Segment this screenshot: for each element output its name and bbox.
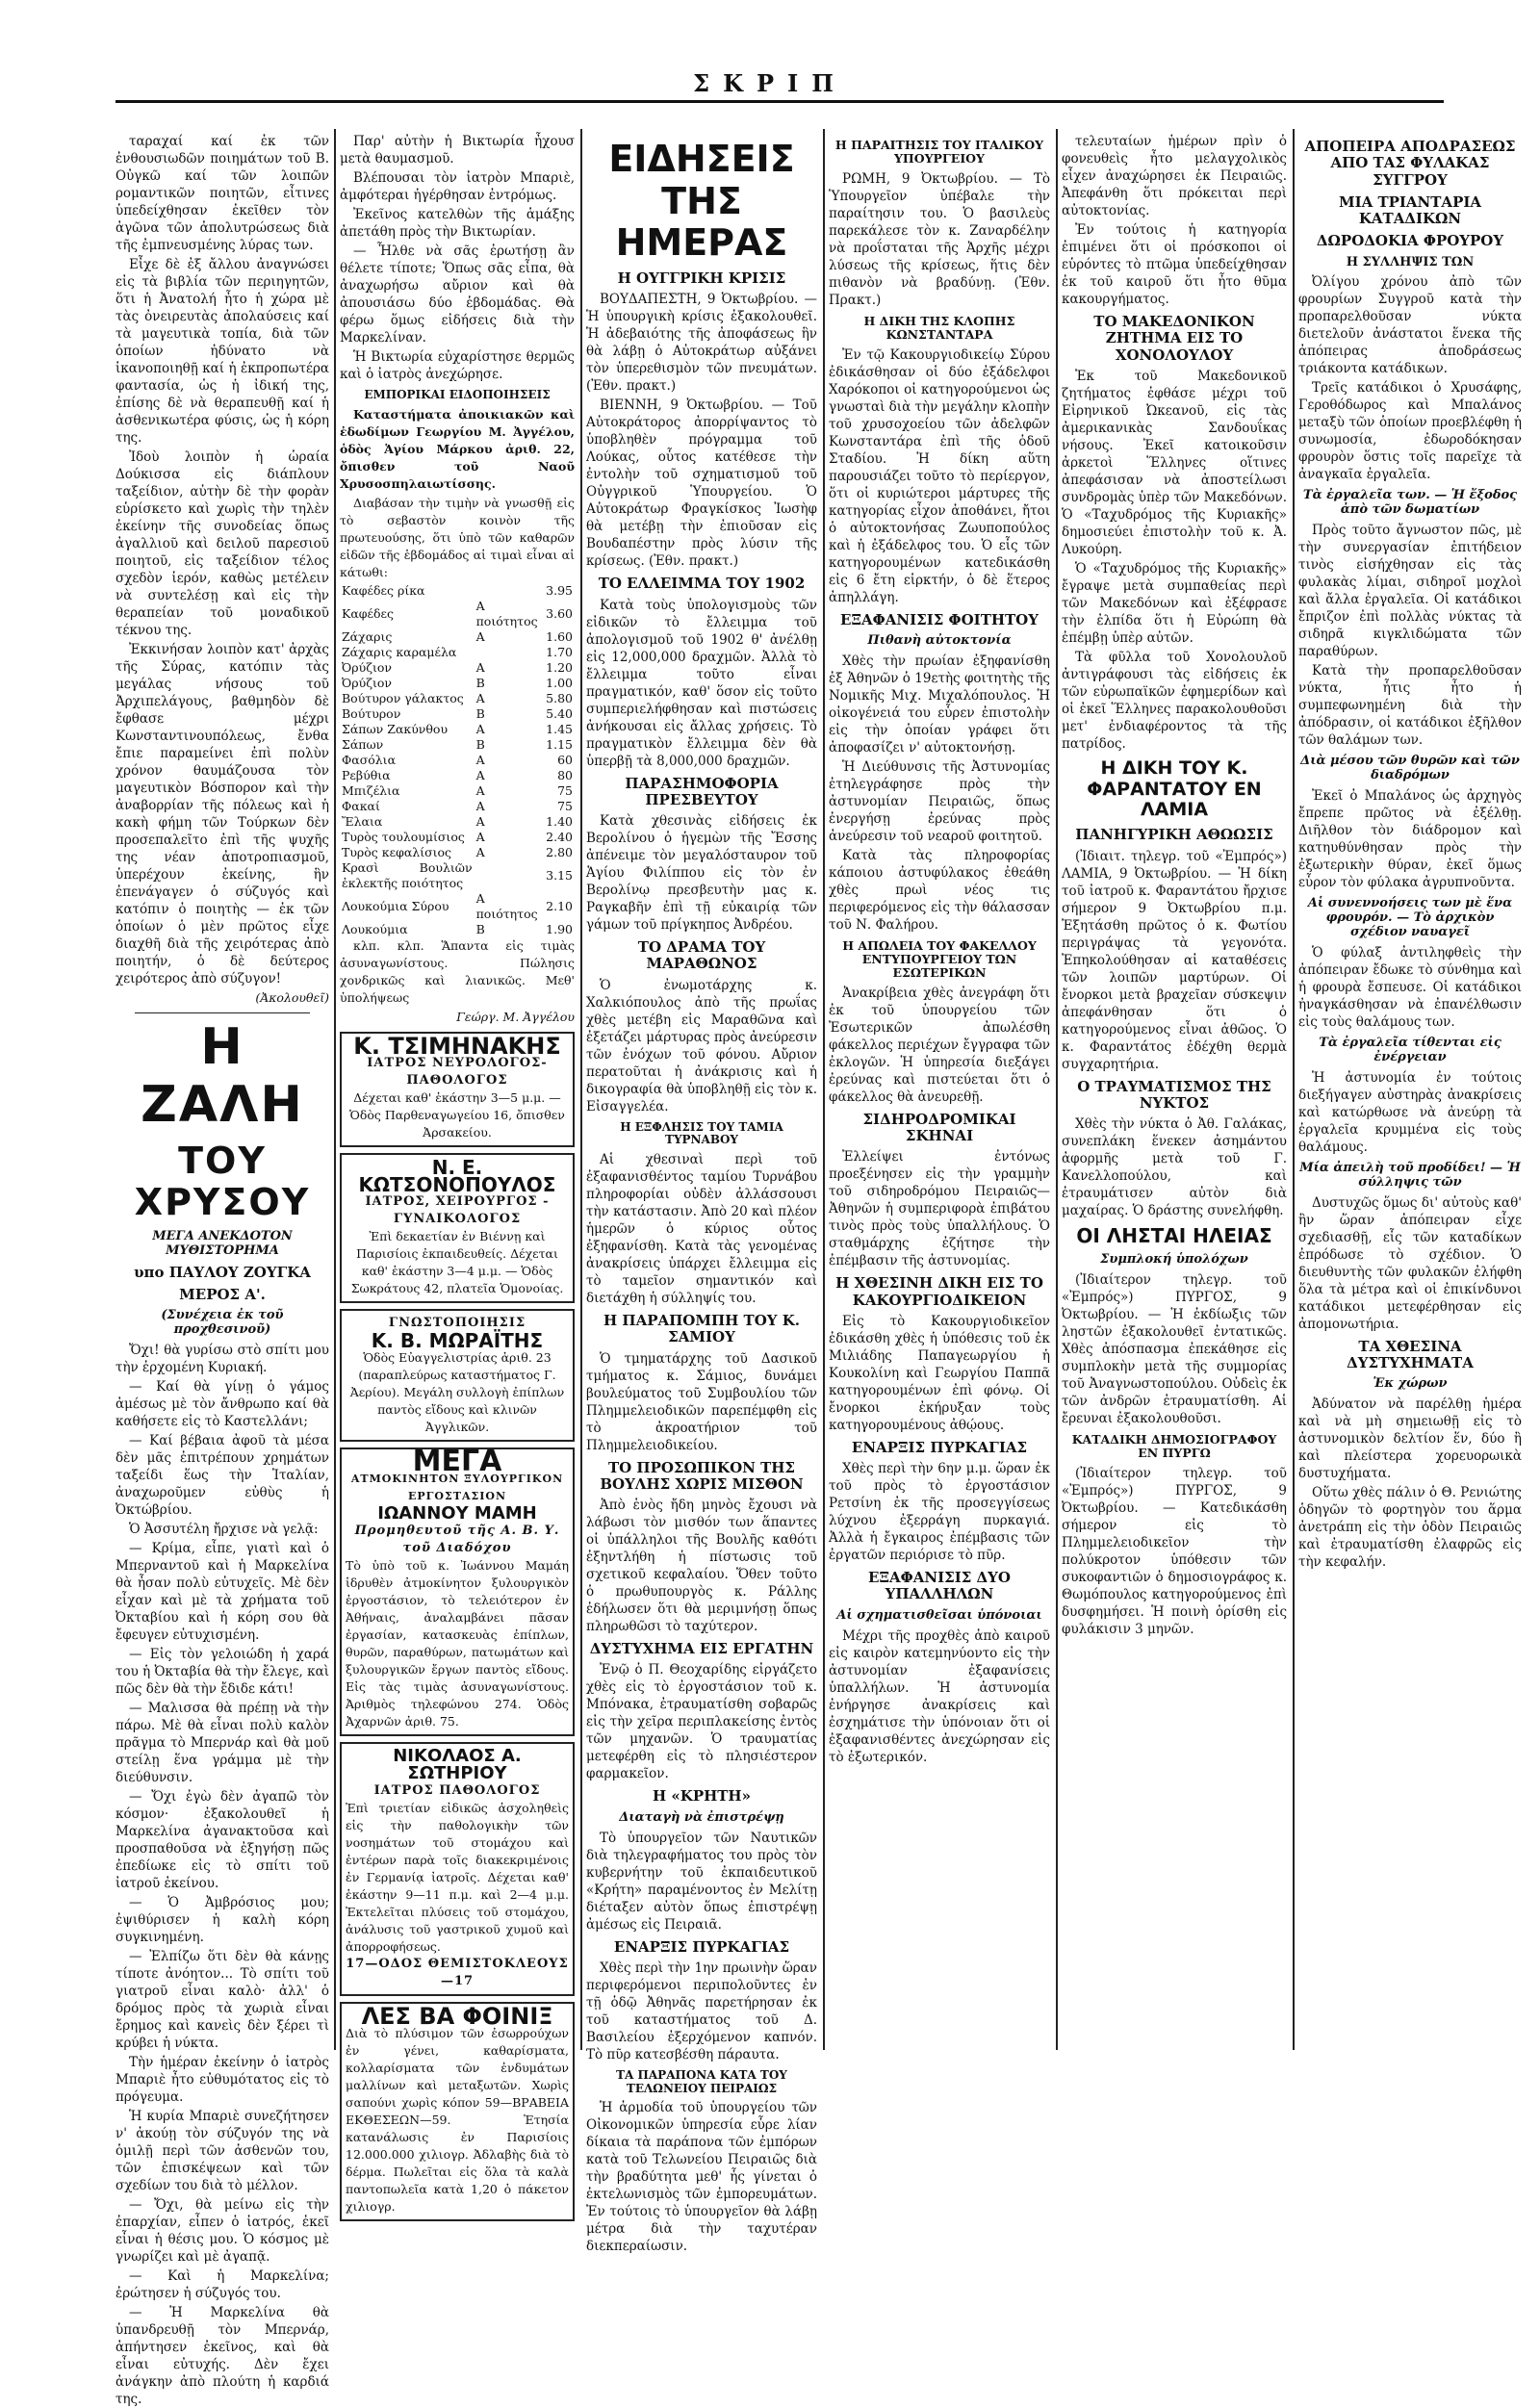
price-value: 1.45 (546, 721, 573, 736)
subheadline: Ἐκ χώρων (1373, 1376, 1448, 1392)
column-news-3 (1062, 133, 1287, 2046)
price-grade: Α (475, 659, 485, 675)
price-row (340, 768, 575, 783)
headline: ΤΟ ΠΡΟΣΩΠΙΚΟΝ ΤΗΣ ΒΟΥΛΗΣ ΧΩΡΙΣ ΜΙΣΘΟΝ (600, 1458, 804, 1493)
paragraph: — Ὄχι, θὰ μείνω εἰς τὴν ἐπαρχίαν, εἶπεν ὁ ἰατρός, ἐκεῖ εἶναι ἡ θέσις μου. Ὁ κόσμος μὲ γνωρίζει καὶ μὲ ἀγαπᾷ. (116, 2197, 329, 2266)
article-text: Δυστυχῶς ὅμως δι' αὐτοὺς καθ' ἣν ὥραν ἀπόπειραν εἶχε σχεδιασθῇ, εἷς τῶν καταδίκων ἐπρόδωσε τὸ σχέδιον. Ὁ διευθυντὴς τῶν φυλακῶν ἐλήφθη ὅλα τὰ μέτρα καὶ οἱ ἐπικίνδυνοι κατάδικοι μετεφέρθησαν εἰς ἀπομονωτήρια. (1298, 1194, 1522, 1332)
article-text: Ὀλίγου χρόνου ἀπὸ τῶν φρουρίων Συγγροῦ κατὰ τὴν προπαρελθοῦσαν νύκτα διετελοῦν ἀνάστατοι ἕνεκα τῆς ἀπόπειρας ἀποδράσεως τριάκοντα κατάδικων. (1298, 274, 1522, 377)
paragraph: Ἐκεῖνος κατελθὼν τῆς ἁμάξης ἀπετάθη πρὸς τὴν Βικτωρίαν. (340, 207, 575, 240)
continued-note: (Ἀκολουθεῖ) (255, 990, 329, 1005)
price-grade (475, 645, 545, 660)
ad-title: ΛΕΣ ΒΑ ΦΟΙΝΙΞ (361, 2002, 553, 2030)
article-text: Τρεῖς κατάδικοι ὁ Χρυσάφης, Γεροθόδωρος καὶ Μπαλάνος μεταξὺ τῶν ὁποίων προεβλέφθη ἡ συνωμοσία, ἐδωροδόκησαν φρουρὸν ὅστις τοῖς παρεῖχε τὰ ἀναγκαῖα ἐργαλεῖα. (1298, 380, 1522, 483)
paragraph: — Ἦλθε νὰ σᾶς ἐρωτήσῃ ἂν θέλετε τίποτε; Ὅπως σᾶς εἶπα, θὰ ἀναχωρήσω αὔριον καὶ θὰ ἀπουσιάσω δύο ἑβδομάδας. Θὰ φέρω ὅμως εἰδήσεις διὰ τὴν Μαρκελίναν. (340, 243, 575, 346)
ad-text: Ἐπὶ δεκαετίαν ἐν Βιέννῃ καὶ Παρισίοις ἐκπαιδευθείς. Δέχεται καθ' ἑκάστην 3—4 μ.μ. — Ὁδὸς Σωκράτους 42, πλατεῖα Ὁμονοίας. (350, 1228, 564, 1295)
price-grade: Α ποιότητος (475, 598, 538, 628)
subheadline: Διὰ μέσου τῶν θυρῶν καὶ τῶν διαδρόμων (1300, 754, 1520, 783)
headline: Η ΔΙΚΗ ΤΗΣ ΚΛΟΠΗΣ ΚΩΝΣΤΑΝΤΑΡΑ (863, 313, 1015, 343)
price-row (340, 645, 575, 660)
price-row (340, 783, 575, 799)
article-text: ΒΟΥΔΑΠΕΣΤΗ, 9 Ὀκτωβρίου. — Ἡ ὑπουργικὴ κρίσις ἐξακολουθεῖ. Ἡ ἀδεβαιότης τῆς ἀποφάσεως ἣν θὰ λάβῃ ὁ Αὐτοκράτωρ αὐξάνει τὸν ὑπερεθισμὸν τῶν πνευμάτων. (Ἐθν. πρακτ.) (586, 292, 817, 395)
price-item: Ζάχαρις (342, 628, 393, 644)
headline: Η «ΚΡΗΤΗ» (653, 1787, 751, 1806)
paragraph: ταραχαί καί ἐκ τῶν ἐνθουσιωδῶν ποιημάτων τοῦ Β. Οὐγκῶ καί τῶν λοιπῶν ρομαντικῶν ποιητῶν, εἶτινες ὑπεδείχθησαν ἐκεῖθεν τὸν ἀγῶνα τῶν ἀπολυτρώσεως διὰ τῆς ἐμπνευσμένης λύρας των. (116, 134, 329, 253)
article-text: (Ἰδιαίτερον τηλεγρ. τοῦ «Ἐμπρός») ΠΥΡΓΟΣ, 9 Ὀκτωβρίου. — Κατεδικάσθη σήμερον εἰς τὸ Πλημμελειοδικεῖον τὴν πολύκροτον ὑπόθεσιν τῶν συκοφαντιῶν ὁ δημοσιογράφος κ. Θωμόπουλος κατηγορούμενος ἐπὶ δυσφημήσει. Ἡ ποινὴ ὁρίσθη εἰς φυλάκισιν 3 μηνῶν. (1062, 1465, 1287, 1637)
serial-continuation: (Συνέχεια ἐκ τοῦ προχθεσινοῦ) (161, 1308, 284, 1338)
price-item: Λουκούμια (342, 921, 408, 936)
ad-text: Ἐπὶ τριετίαν εἰδικῶς ἀσχοληθεὶς εἰς τὴν παθολογικὴν τῶν νοσημάτων τοῦ στομάχου καὶ ἐντέρων παρὰ τοῖς διακεκριμένοις ἐν Γερμανίᾳ ἰατροῖς. Δέχεται καθ' ἑκάστην 9—11 π.μ. καὶ 2—4 μ.μ. Ἐκτελεῖται πλύσεις τοῦ στομάχου, ἀνάλυσις τοῦ γαστρικοῦ χυμοῦ καὶ ἀπορροφήσεως. (346, 1800, 569, 1954)
article-text: Ἐκεῖ ὁ Μπαλάνος ὡς ἀρχηγὸς ἔπρεπε πρῶτος νὰ ἐξέλθῃ. Διῆλθον τὸν διάδρομον καὶ κατηυθύνθησαν πρὸς τὴν ἐξωτερικὴν θύραν, ἐκεῖ ὅμως εὗρον τὸν φύλακα ἀγρυπνοῦντα. (1298, 788, 1522, 891)
ad-title: Ν. Ε. ΚΩΤΣΟΝΟΠΟΥΛΟΣ (358, 1155, 556, 1196)
price-value: 1.00 (546, 675, 573, 690)
subheadline: Η ΣΥΛΛΗΨΙΣ ΤΩΝ (1346, 254, 1475, 269)
price-value: 75 (557, 798, 573, 813)
subheadline: Τὰ ἐργαλεῖα τίθενται εἰς ἐνέργειαν (1319, 1036, 1502, 1064)
headline: ΤΑ ΧΘΕΣΙΝΑ ΔΥΣΤΥΧΗΜΑΤΑ (1347, 1337, 1474, 1371)
price-value: 5.40 (546, 705, 573, 721)
article-text: Εἰς τὸ Κακουργιοδικεῖον ἐδικάσθη χθὲς ἡ ὑπόθεσις τοῦ ἐκ Μιλιάδης Παπαγεωργίου ἡ Κουκολίνη καὶ Γεωργίου Παππᾶ κατηγορουμένων ἐπὶ φόνῳ. Οἱ ἔνορκοι ἐκήρυξαν τοὺς κατηγορουμένους ἀθῴους. (829, 1313, 1050, 1433)
column-separator (823, 129, 825, 2050)
price-item: Καφέδες (342, 605, 395, 621)
price-row (340, 706, 575, 722)
price-grade: Α ποιότητος (475, 890, 538, 921)
article-text: Κατὰ τοὺς ὑπολογισμοὺς τῶν εἰδικῶν τὸ ἔλλειμμα τοῦ ἀπολογισμοῦ τοῦ 1902 θ' ἀνέλθῃ εἰς 12,000,000 δραχμῶν. Ἀλλὰ τὸ ἔλλειμμα τοῦτο εἶναι πραγματικόν, καθ' ὅσον εἰς τοῦτο συμπεριελήφθησαν καὶ πιστώσεις ἀνήκουσαι εἰς ἄλλας χρήσεις. Τὸ πραγματικὸν ἔλλειμμα δὲν θὰ ὑπερβῇ τὰ 8,000,000 δραχμῶν. (586, 597, 817, 769)
ad-text: Διὰ τὸ πλύσιμον τῶν ἐσωρρούχων ἐν γένει, καθαρίσματα, κολλαρίσματα τῶν ἐνδυμάτων μαλλίνων καὶ μεταξωτῶν. Χωρὶς σαπούνι χωρὶς κόπον 59—ΒΡΑΒΕΙΑ ΕΚΘΕΣΕΩΝ—59. Ἐτησία κατανάλωσις ἐν Παρισίοις 12.000.000 χιλιογρ. Ἀδλαβὴς διὰ τὸ δέρμα. Πωλεῖται εἰς ὅλα τὰ καλὰ παντοπωλεῖα κατὰ 1,20 ὁ πάκετον χιλιογρ. (346, 2025, 569, 2214)
price-row (340, 753, 575, 768)
article-text: Πρὸς τοῦτο ἄγνωστον πῶς, μὲ τὴν συνεργασίαν ἐπιτήδειον τινὸς εἰσήχθησαν εἰς τὰς φυλακὰς λίμαι, σιδηροῖ μοχλοὶ καὶ ἄλλα ἐργαλεῖα. Οἱ κατάδικοι ἔπριζον ἐπὶ πολλὰς νύκτας τὰ σιδηρᾶ κιγκλιδώματα τῶν παραθύρων. (1298, 523, 1522, 660)
column-separator (1293, 129, 1295, 2050)
article-text: Ὁ τμηματάρχης τοῦ Δασικοῦ τμήματος κ. Σάμιος, δυνάμει βουλεύματος τοῦ Συμβουλίου τῶν Πλημμελειοδικῶν παρεπέμφθη εἰς τὸ ἀκροατήριον τοῦ Πλημμελειοδικείου. (586, 1350, 817, 1453)
price-row (340, 737, 575, 753)
ad-subtitle: ΙΑΤΡΟΣ ΠΑΘΟΛΟΓΟΣ (373, 1782, 541, 1798)
price-item: Βούτυρον γάλακτος (342, 690, 464, 705)
price-value: 3.60 (546, 605, 573, 621)
price-row (340, 830, 575, 845)
article-text: Τὰ φῦλλα τοῦ Χονολουλοῦ ἀντιγράφουσι τὰς εἰδήσεις ἐκ τῶν εὐρωπαϊκῶν ἐφημερίδων καὶ οἱ ἐκεῖ Ἕλληνες παρακολουθοῦσι μετ' ἐνδιαφέροντος τὰ τῆς πατρίδος. (1062, 649, 1287, 752)
price-row (340, 922, 575, 937)
price-item: Φασόλια (342, 752, 397, 767)
price-item: Ρεβύθια (342, 767, 391, 782)
ad-phoenix (340, 2002, 575, 2221)
paragraph: — Ἡ Μαρκελίνα θὰ ὑπανδρευθῇ τὸν Μπερνάρ, ἀπήντησεν ἐκεῖνος, καὶ θὰ εἶναι εὐτυχής. Δὲν ἔχει ἀνάγκην ἀπὸ πλούτη ἡ καρδιά της. (116, 2305, 329, 2408)
article-text: Χθὲς περὶ τὴν 6ην μ.μ. ὥραν ἐκ τοῦ πρὸς τὸ ἐργοστάσιον Ρετσίνη ἐκ τῆς προσεγγίσεως λύχνου ἐξερράγη πυρκαγιά. Ἀλλὰ ἡ ἔγκαιρος ἐπέμβασις τῶν ἐργατῶν περιόρισε τὸ πῦρ. (829, 1461, 1050, 1564)
price-grade (475, 860, 545, 891)
ad-sotiriou (340, 1742, 575, 1996)
paragraph: Ὄχι! θὰ γυρίσω στὸ σπίτι μου τὴν ἐρχομένη Κυριακή. (116, 1343, 329, 1376)
price-grade: Β (475, 675, 485, 690)
headline: Η ΕΞΦΛΗΣΙΣ ΤΟΥ ΤΑΜΙΑ ΤΥΡΝΑΒΟΥ (620, 1119, 783, 1147)
headline: ΚΑΤΑΔΙΚΗ ΔΗΜΟΣΙΟΓΡΑΦΟΥ ΕΝ ΠΥΡΓΩ (1071, 1431, 1277, 1461)
ad-tsimhnakis (340, 1032, 575, 1147)
ad-mamis-factory (340, 1444, 575, 1736)
price-item: Μπιζέλια (342, 782, 400, 798)
headline: ΕΝΑΡΞΙΣ ΠΥΡΚΑΓΙΑΣ (851, 1438, 1028, 1456)
price-row (340, 691, 575, 706)
price-item: Τυρὸς κεφαλίσιος (342, 844, 452, 859)
serial-part: ΜΕΡΟΣ Α'. (179, 1286, 266, 1304)
price-value: 60 (557, 752, 573, 767)
article-text: ΡΩΜΗ, 9 Ὀκτωβρίου. — Τὸ Ὑπουργεῖον ὑπέβαλε τὴν παραίτησιν του. Ὁ βασιλεὺς παρεκάλεσε τὸν κ. Ζαναρδέλην νὰ προΐσταται τῆς Ἀρχῆς μέχρι λύσεως τῆς κρίσεως, ἥτις δὲν πιθανὸν νὰ βραδύνῃ. (Ἐθν. Πρακτ.) (829, 170, 1050, 308)
article-text: Ἐν τῷ Κακουργιοδικείῳ Σύρου ἐδικάσθησαν οἱ δύο ἐξάδελφοι Χαρόκοποι οἱ κατηγορούμενοι ὡς γνωσταὶ διὰ τὴν μεγάλην κλοπὴν τοῦ χρυσοχοείου τῶν ἀδελφῶν Κωνσταντάρα ἐπὶ τῆς ὁδοῦ Σταδίου. Ἡ δίκη αὕτη παρουσιάζει τοῦτο τὸ περίεργον, ὅτι οἱ κυριώτεροι μάρτυρες τῆς κατηγορίας εἶχον ἀποθάνει, ἤτοι ὁ αὐτοκτονήσας Ζωυποπούλος καὶ ἡ ἐξάδελφος του. Ὁ εἷς τῶν κατηγορουμένων κατεδικάσθη εἰς 6 ἔτη εἱρκτήν, ὁ δὲ ἕτερος ἀπηλλάγη. (829, 346, 1050, 605)
masthead-rule (116, 100, 1444, 103)
serial-subtitle: ΜΕΓΑ ΑΝΕΚΔΟΤΟΝ ΜΥΘΙΣΤΟΡΗΜΑ (152, 1228, 293, 1258)
article-text: Χθὲς περὶ τὴν 1ην πρωινὴν ὥραν περιφερόμενοι περιπολοῦντες ἐν τῇ ὁδῷ Ἀθηνᾶς παρετήρησαν ἐκ τοῦ καταστήματος τοῦ Δ. Βασιλείου ἐξερχόμενον καπνόν. Τὸ πῦρ κατεσβέσθη πάραυτα. (586, 1960, 817, 2062)
price-grade: Α (475, 844, 485, 859)
paragraph: — Ὁ Ἀμβρόσιος μου; ἐψιθύρισεν ἡ καλὴ κόρη συγκινημένη. (116, 1895, 329, 1946)
paragraph: Βλέπουσαι τὸν ἰατρὸν Μπαριὲ, ἀμφότεραι ἠγέρθησαν ἐντρόμως. (340, 170, 575, 203)
article-text: Ἡ Διεύθυνσις τῆς Ἀστυνομίας ἐτηλεγράφησε πρὸς τὴν ἀστυνομίαν Πειραιῶς, ὅπως ἐνεργήσῃ ἐρεύνας πρὸς ἀνεύρεσιν τοῦ νεαροῦ φοιτητοῦ. (829, 758, 1050, 844)
ad-kotsonopoulos (340, 1153, 575, 1303)
column-feuilleton (116, 133, 329, 2408)
ad-title: Κ. ΤΣΙΜΗΝΑΚΗΣ (353, 1032, 561, 1060)
subheadline: ΜΙΑ ΤΡΙΑΝΤΑΡΙΑ ΚΑΤΑΔΙΚΩΝ (1338, 192, 1482, 227)
headline: Ο ΤΡΑΥΜΑΤΙΣΜΟΣ ΤΗΣ ΝΥΚΤΟΣ (1077, 1077, 1271, 1112)
price-row (340, 814, 575, 830)
headline: Η ΑΠΩΛΕΙΑ ΤΟΥ ΦΑΚΕΛΛΟΥ ΕΝΤΥΠΟΥΡΓΕΙΟΥ ΤΩΝ ΕΣΩΤΕΡΙΚΩΝ (842, 937, 1037, 981)
article-text: Ὁ ἐνωμοτάρχης κ. Χαλκιόπουλος ἀπὸ τῆς πρωΐας χθὲς μετέβη εἰς Μαραθῶνα καὶ ἐξετάζει μάρτυρας πρὸς ἀνεύρεσιν τῶν ἐνόχων τοῦ φόνου. Αὔριον περατοῦται ἡ ἀνάκρισις καὶ ἡ δικογραφία θὰ ὑποβληθῇ εἰς τὸν κ. Εἰσαγγελέα. (586, 977, 817, 1114)
price-item: Ἔλαια (342, 813, 383, 829)
price-value: 1.40 (546, 813, 573, 829)
paragraph: Ὁ Ἀσσυτέλη ἤρχισε νὰ γελᾷ: (129, 1522, 319, 1538)
price-row (340, 845, 575, 860)
paragraph: — Μαλισσα θὰ πρέπῃ νὰ τὴν πάρω. Μὲ θὰ εἶναι πολὺ καλὸν πρᾶγμα τὸ Μπερνάρ καὶ θὰ μοῦ στείλῃ ἕνα γράμμα μὲ τὴν διεύθυνσιν. (116, 1701, 329, 1786)
paragraph: Ἡ κυρία Μπαριὲ συνεζήτησεν ν' ἀκούῃ τὸν σύζυγόν της νὰ ὁμιλῇ περὶ τῶν ἀσθενῶν του, τῶν ἐπισκέψεων καὶ τῶν σχεδίων του διὰ τὸ μέλλον. (116, 2109, 329, 2194)
paragraph: — Ἐλπίζω ὅτι δὲν θὰ κάνῃς τίποτε ἀνόητον... Τὸ σπίτι τοῦ γιατροῦ εἶναι καλὸ· ἀλλ' ὁ δρόμος πρὸς τὰ χωριὰ εἶναι ἔρημος καὶ κανεὶς δὲν ξέρει τὶ κρύβει ἡ νύκτα. (116, 1949, 329, 2052)
article-text: Μέχρι τῆς προχθὲς ἀπὸ καιροῦ εἰς καιρὸν κατεμηνύοντο εἰς τὴν ἀστυνομίαν ἐξαφανίσεις ὑπαλλήλων. Ἡ ἀστυνομία ἐνήργησε ἀνακρίσεις καὶ ἐσχημάτισε τὴν ὑπόνοιαν ὅτι οἱ ἐξαφανισθέντες ἀνεχώρησαν εἰς τὸ ἐξωτερικόν. (829, 1627, 1050, 1765)
subheadline: Συμπλοκή ὑπολόχων (1100, 1252, 1248, 1268)
price-item: Καφέδες ρίκα (342, 582, 425, 598)
price-row (340, 660, 575, 676)
ad-title: Κ. Β. ΜΩΡΑΪΤΗΣ (371, 1328, 544, 1352)
market-text: Διαβάσαν τὴν τιμὴν νὰ γνωσθῇ εἰς τὸ σεβαστὸν κοινὸν τῆς πρωτευούσης, ὅτι ὑπὸ τῶν καθαρῶν εἰδῶν τῆς ἑβδομάδος αἱ τιμαὶ εἶναι αἱ κάτωθι: (340, 495, 575, 579)
article-text: Ἐκ τοῦ Μακεδονικοῦ ζητήματος ἐφθάσε μέχρι τοῦ Εἰρηνικοῦ Ὠκεανοῦ, εἰς τὰς ἀμερικανικὰς Σανδουΐκας νήσους. Ἐκεῖ κατοικοῦσιν ἀρκετοὶ Ἕλληνες οἵτινες ἀπεφάσισαν νὰ ἀποστείλωσι συνδρομὰς ὑπὲρ τῶν Μακεδόνων. Ὁ «Ταχυδρόμος τῆς Κυριακῆς» δημοσιεύει ἐπιστολὴν τοῦ κ. Ἀ. Λυκούρη. (1062, 368, 1287, 557)
price-value: 5.80 (546, 690, 573, 705)
article-text: Ὁ φύλαξ ἀντιληφθεὶς τὴν ἀπόπειραν ἔδωκε τὸ σύνθημα καὶ ἡ φρουρὰ ἔσπευσε. Οἱ κατάδικοι ἠναγκάσθησαν νὰ ἐπανέλθωσιν εἰς τοὺς θαλάμους των. (1298, 945, 1522, 1030)
price-value: 2.10 (546, 898, 573, 913)
paragraph: Εἶχε δὲ ἐξ ἄλλου ἀναγνώσει εἰς τὰ βιβλία τῶν περιηγητῶν, ὅτι ἡ Ἀνατολή ἦτο ἡ χώρα μὲ τὰς ὀνειρευτὰς ἀπολαύσεις καί τὰ μαγευτικὰ τοπία, διὰ τῶν ὁποίων ἠδύνατο νὰ ἱκανοποιηθῇ καί ἡ ἐκπρoπωτέρα φαντασία, ὡς ἡ ἰδική της, ἐπίσης δὲ νὰ θεραπευθῇ καί ἡ ἀσθενικωτέρα φύσις, ὡς ἡ κόρη της. (116, 257, 329, 446)
price-grade: Α (475, 628, 485, 644)
headline: ΔΥΣΤΥΧΗΜΑ ΕΙΣ ΕΡΓΑΤΗΝ (589, 1640, 814, 1658)
column-separator (334, 129, 336, 2050)
headline: Η ΠΑΡΑΠΟΜΠΗ ΤΟΥ Κ. ΣΑΜΙΟΥ (603, 1312, 800, 1346)
subheadline: Αἱ σχηματισθεῖσαι ὑπόνοιαι (836, 1607, 1042, 1623)
price-grade: Α (475, 813, 485, 829)
column-news-4 (1298, 133, 1522, 2046)
price-table (340, 583, 575, 937)
paragraph: — Κρίμα, εἶπε, γιατὶ καὶ ὁ Μπερναντοῦ καὶ ἡ Μαρκελίνα θὰ ἦσαν πολὺ εὐτυχεῖς. Μὲ δὲν εἶχαν καὶ μὲ τὰ χρήματα τοῦ Ὀκταβίου καὶ ἡ κόρη σου θὰ ἔφευγεν εὐτυχισμένη. (116, 1541, 329, 1644)
ad-text: Δέχεται καθ' ἑκάστην 3—5 μ.μ. —Ὁδὸς Παρθεναγωγείου 16, ὄπισθεν Ἀρσακείου. (349, 1089, 565, 1140)
price-value: 1.15 (546, 736, 573, 752)
price-item: Τυρὸς τουλουμίσιος (342, 829, 465, 844)
article-text: Κατὰ τὴν προπαρελθοῦσαν νύκτα, ἧτις ἦτο ἡ συμπεφωνημένη διὰ τὴν ἀπόδρασιν, οἱ κατάδικοι ἐξῆλθον τῶν θαλάμων των. (1298, 663, 1522, 749)
subheadline: Διαταγὴ νὰ ἐπιστρέψῃ (619, 1809, 784, 1825)
price-item: Ὀρύζιον (342, 675, 392, 690)
section-title: ΕΙΔΗΣΕΙΣ ΤΗΣ ΗΜΕΡΑΣ (608, 138, 795, 265)
ad-subtitle: ΑΤΜΟΚΙΝΗΤΟΝ ΞΥΛΟΥΡΓΙΚΟΝ ΕΡΓΟΣΤΑΣΙΟΝ (350, 1472, 564, 1502)
serial-title-2: ΤΟΥ ΧΡΥΣΟΥ (134, 1139, 311, 1224)
ad-moraitis (340, 1309, 575, 1442)
article-text: Ἐνῷ ὁ Π. Θεοχαρίδης εἰργάζετο χθὲς εἰς τὸ ἐργοστάσιον τοῦ κ. Μπόνακα, ἐτραυματίσθη σοβαρῶς εἰς τὴν χεῖρα περιπλακείσης ἐντὸς τῶν μηχανῶν. Ὁ τραυματίας μετεφέρθη εἰς τὸ πλησιέστερον φαρμακεῖον. (586, 1662, 817, 1782)
paragraph: — Ὄχι ἐγὼ δὲν ἀγαπῶ τὸν κόσμον· ἐξακολουθεῖ ἡ Μαρκελίνα ἀγανακτοῦσα καὶ προσπαθοῦσα νὰ ἐξηγήσῃ πῶς ἐπεδίωκε εἰς τὸ σπίτι τοῦ ἰατροῦ ἐκείνου. (116, 1789, 329, 1892)
headline: ΕΞΑΦΑΝΙΣΙΣ ΦΟΙΤΗΤΟΥ (840, 610, 1039, 628)
ad-name: ΙΩΑΝΝΟΥ ΜΑΜΗ (377, 1502, 537, 1524)
article-text: Ἡ ἀστυνομία ἐν τούτοις διεξήγαγεν αὐστηρὰς ἀνακρίσεις καὶ κατώρθωσε νὰ ἀνεύρῃ τὰ ἐργαλεῖα κρυμμένα εἰς τοὺς θαλάμους. (1298, 1069, 1522, 1155)
article-text: Κατὰ τὰς πληροφορίας κάποιου ἀστυφύλακος ἐθεάθη χθὲς πρωὶ νέος τις περιφερόμενος εἰς τὴν θάλασσαν τοῦ Ν. Φαλήρου. (829, 847, 1050, 933)
price-value: 1.90 (546, 921, 573, 936)
subheadline: Μία ἀπειλὴ τοῦ προδίδει! — Ἡ σύλληψις τῶν (1299, 1160, 1521, 1190)
article-text: Ὁ «Ταχυδρόμος τῆς Κυριακῆς» ἔγραψε μετὰ συμπαθείας περὶ τῶν Μακεδόνων καὶ ἐξέφρασε τὴν ἐλπίδα ὅτι ἡ Εὐρώπη θὰ ἐπέμβῃ ὑπὲρ αὐτῶν. (1062, 560, 1287, 646)
subheadline: ΠΑΝΗΓΥΡΙΚΗ ΑΘΩΩΣΙΣ (1075, 826, 1273, 844)
paragraph: Ἡ Βικτωρία εὐχαρίστησε θερμῶς καὶ ὁ ἰατρὸς ἀνεχώρησε. (340, 349, 575, 382)
price-item: Φακαί (342, 798, 380, 813)
article-text: τελευταίων ἡμέρων πρὶν ὁ φονευθεὶς ἦτο μελαγχολικὸς εἶχεν ἀναχώρησει ἐκ Πειραιῶς. Ἀπεφάνθη ὅτι πρόκειται περὶ αὐτοκτονίας. (1062, 134, 1287, 218)
paragraph: — Καὶ ἡ Μαρκελίνα; ἐρώτησεν ἡ σύζυγός του. (116, 2268, 329, 2302)
price-row (340, 583, 575, 599)
price-grade: Α (475, 690, 485, 705)
headline: Η ΔΙΚΗ ΤΟΥ Κ. ΦΑΡΑΝΤΑΤΟΥ ΕΝ ΛΑΜΙΑ (1087, 756, 1262, 821)
market-intro: Καταστήματα ἀποικιακῶν καὶ ἐδωδίμων Γεωργίου Μ. Ἀγγέλου, ὁδὸς Ἁγίου Μάρκου ἀριθ. 22, ὄπισθεν τοῦ Ναοῦ Χρυσοσπηλαιωτίσσης. (340, 406, 575, 491)
ad-text: Τὸ ὑπὸ τοῦ κ. Ἰωάννου Μαμάη ἱδρυθὲν ἀτμοκίνητον ξυλουργικὸν ἐργοστάσιον, τὸ τελειότερον ἐν Ἀθήναις, ἀναλαμβάνει πᾶσαν ἐργασίαν, κατασκευὰς ἐπίπλων, θυρῶν, παραθύρων, πατωμάτων καὶ ξυλουργικῶν ἔργων παντὸς εἴδους. Εἰς τὰς τιμὰς ἀσυναγωνίστους. Ἀριθμὸς τηλεφώνου 274. Ὁδὸς Ἀχαρνῶν ἀριθ. 75. (346, 1557, 569, 1729)
ad-title: ΜΕΓΑ (412, 1444, 502, 1478)
article-text: Χθὲς τὴν πρωίαν ἐξηφανίσθη ἐξ Ἀθηνῶν ὁ 19ετὴς φοιτητὴς τῆς Νομικῆς Μιχ. Μιχαλόπουλος. Ἡ οἰκογένειά του εὗρεν ἐπιστολὴν εἰς τὴν ὁποίαν γράφει ὅτι ἀποφασίζει ν' αὐτοκτονήσῃ. (829, 653, 1050, 756)
price-grade: Α (475, 767, 485, 782)
paragraph: Τὴν ἡμέραν ἐκείνην ὁ ἰατρὸς Μπαριὲ ἦτο εὐθυμότατος εἰς τὸ πρόγευμα. (116, 2055, 329, 2106)
headline: ΤΟ ΕΛΛΕΙΜΜΑ ΤΟΥ 1902 (598, 575, 806, 593)
price-item: Ζάχαρις καραμέλα (342, 644, 457, 659)
price-row (340, 799, 575, 814)
ad-heading: ΓΝΩΣΤΟΠΟΙΗΣΙΣ (388, 1315, 526, 1330)
headline: ΤΟ ΔΡΑΜΑ ΤΟΥ ΜΑΡΑΘΩΝΟΣ (637, 938, 766, 973)
ad-text: Ὁδὸς Εὐαγγελιστρίας ἀριθ. 23 (παραπλεύρως καταστήματος Γ. Ἀερίου). Μεγάλη συλλογὴ ἐπίπλων παντὸς εἴδους καὶ κλινῶν Ἀγγλικῶν. (349, 1349, 565, 1434)
price-row (340, 676, 575, 691)
column-news-2 (829, 133, 1050, 2046)
article-text: Ἐν τούτοις ἡ κατηγορία ἐπιμένει ὅτι οἱ πρόσκοποι οἱ εὑρόντες τὸ πτῶμα ὑπεδείχθησαν ἐκ τοῦ καιροῦ ὅτι ἦτο θῦμα κακουργήματος. (1062, 222, 1287, 307)
headline: Η ΧΘΕΣΙΝΗ ΔΙΚΗ ΕΙΣ ΤΟ ΚΑΚΟΥΡΓΙΟΔΙΚΕΙΟΝ (835, 1274, 1043, 1309)
headline: ΟΙ ΛΗΣΤΑΙ ΗΛΕΙΑΣ (1076, 1224, 1272, 1248)
article-text: (Ἰδιαιτ. τηλεγρ. τοῦ «Ἐμπρός») ΛΑΜΙΑ, 9 Ὀκτωβρίου. — Ἡ δίκη τοῦ ἰατροῦ κ. Φαραντάτου ἤρχισε σήμερον 9 Ὀκτωβρίου π.μ. Ἐξητάσθη πρῶτος ὁ κ. Φωτίου περιγράψας τὰ γεγονότα. Ἐπηκολούθησαν αἱ καταθέσεις τῶν λοιπῶν μαρτύρων. Οἱ ἔνορκοι μετὰ βραχεῖαν σύσκεψιν ἀπεφάνθησαν ὅτι ὁ κατηγορούμενος εἶναι ἀθῶος. Ὁ κ. Φαραντάτος ἐδέχθη θερμὰ συγχαρητήρια. (1062, 848, 1287, 1072)
price-row (340, 599, 575, 629)
price-row (340, 629, 575, 645)
article-text: Ἀδύνατον νὰ παρέλθῃ ἡμέρα καὶ νὰ μὴ σημειωθῇ εἰς τὸ ἀστυνομικὸν δελτίον ἕν, δύο ἢ καὶ πλείστερα χορευορωικὰ δυστυχήματα. (1298, 1396, 1522, 1482)
price-item: Ὀρύζιον (342, 659, 392, 675)
ad-subtitle: ΙΑΤΡΟΣ, ΧΕΙΡΟΥΡΓΟΣ - ΓΥΝΑΙΚΟΛΟΓΟΣ (365, 1193, 550, 1226)
price-value: 75 (557, 782, 573, 798)
market-signature: Γεώργ. Μ. Ἀγγέλου (456, 1009, 575, 1024)
column-separator (1056, 129, 1058, 2050)
article-text: Ἀνακρίβεια χθὲς ἀνεγράφη ὅτι ἐκ τοῦ ὑπουργείου τῶν Ἐσωτερικῶν ἀπωλέσθη φάκελλος περιέχων ἔγγραφα τῶν ἐκλογῶν. Ἡ ὑπηρεσία διεξάγει ἐρεύνας καὶ πιστεύεται ὅτι ὁ φάκελλος θὰ ἀνευρεθῇ. (829, 985, 1050, 1105)
price-grade: Β (475, 736, 485, 752)
price-item: Σάπων Ζακύνθου (342, 721, 449, 736)
paragraph: Παρ' αὐτὴν ἡ Βικτωρία ἦχουσ μετὰ θαυμασμοῦ. (340, 134, 575, 167)
subheadline: Αἱ συνεννοήσεις των μὲ ἕνα φρουρόν. — Τὸ ἀρχικὸν σχέδιον ναυαγεῖ (1307, 896, 1513, 940)
headline: ΕΞΑΦΑΝΙΣΙΣ ΔΥΟ ΥΠΑΛΛΗΛΩΝ (868, 1569, 1011, 1603)
price-value: 1.70 (546, 644, 573, 659)
ad-small: Προμηθευτοῦ τῆς Α. Β. Υ. τοῦ Διαδόχου (354, 1523, 560, 1555)
headline: ΤΟ ΜΑΚΕΔΟΝΙΚΟΝ ΖΗΤΗΜΑ ΕΙΣ ΤΟ ΧΟΝΟΛΟΥΛΟΥ (1093, 313, 1255, 364)
article-text: Τὸ ὑπουργεῖον τῶν Ναυτικῶν διὰ τηλεγραφήματος του πρὸς τὸν κυβερνήτην τοῦ ἐκπαιδευτικοῦ «Κρήτη» παραμένοντος ἐν Μελίτῃ διέταξεν αὐτὸν ὅπως ἐπιστρέψῃ ἀμέσως εἰς Πειραιᾶ. (586, 1830, 817, 1933)
price-row (340, 891, 575, 922)
serial-title: Η ΖΑΛΗ (141, 1018, 304, 1134)
price-grade: Α (475, 721, 485, 736)
column-separator (580, 129, 582, 2050)
divider (135, 1012, 310, 1013)
price-value: 2.80 (546, 844, 573, 859)
ad-subtitle: ΙΑΤΡΟΣ ΝΕΥΡΟΛΟΓΟΣ-ΠΑΘΟΛΟΓΟΣ (367, 1055, 548, 1088)
article-text: Οὕτω χθὲς πάλιν ὁ Θ. Ρενιώτης ὁδηγῶν τὸ φορτηγὸν του ἅρμα ἀνετράπη εἰς τὴν ὁδὸν Πειραιῶς καὶ ἐτραυματίσθη ἐλαφρῶς εἰς τὴν κεφαλήν. (1298, 1485, 1522, 1571)
paragraph: — Καί βέβαια ἀφοῦ τὰ μέσα δὲν μᾶς ἐπιτρέπουν χρημάτων ταξείδι ἕως τὴν Ἰταλίαν, ἀναχωροῦμεν εὐθὺς ἡ Ὀκτώβρίου. (116, 1433, 329, 1519)
subheadline: ΔΩΡΟΔΟΚΙΑ ΦΡΟΥΡΟΥ (1316, 232, 1504, 250)
article-text: Αἱ χθεσιναὶ περὶ τοῦ ἐξαφανισθέντος ταμίου Τυρνάβου πληροφορίαι οὐδὲν ἀλλάσσουσι τὴν κατάστασιν. Ἀπὸ 20 καὶ πλέον ἡμερῶν ὁ κύριος οὗτος ἐξηφανίσθη. Κατὰ τὰς γενομένας ἀνακρίσεις ὑπάρχει ἔλλειμμα εἰς τὸ ταμεῖον σημαντικόν καὶ διετάχθη ἡ σύλληψίς του. (586, 1152, 817, 1307)
price-grade: Α (475, 829, 485, 844)
price-grade (475, 583, 545, 599)
paragraph: Ἐκκινήσαν λοιπὸν κατ' ἀρχὰς τῆς Σύρας, κατόπιν τὰς μεγάλας νήσους τοῦ Ἀρχιπελάγους, βαθμηδὸν δὲ ἔφθασε μέχρι Κωνσταντινουπόλεως, ἔνθα ἔπιε παραμείνει ἐπὶ πολὺν χρόνον θαυμάζουσα τὸν μαγευτικὸν Βόσπορον καὶ τὴν ἀναβορρίαν τῆς πόλεως καὶ ἡ κακὴ φήμη τῶν Τούρκων δὲν προσεπαλεῖτο ἐπὶ τῆς ψυχῆς της νέαν ἀποτροπιασμοῦ, ὑπερέχουν ἐκείνης, ἣν ἐπενάγαγεν ὁ σύζυγός καὶ κατόπιν ὁ ποιητὴς — ἐκ τῶν ὁποίων ὁ μὲν πρῶτος εἶχε διαχθῆ διὰ τῆς χειρότερας ἀπὸ ποιητήν, ὁ δὲ δεύτερος χειρότερος ἀπὸ σύζυγον! (116, 642, 329, 986)
price-item: Λουκούμια Σύρου (342, 898, 449, 913)
price-grade: Β (475, 705, 485, 721)
price-item: Βούτυρον (342, 705, 401, 721)
headline: ΑΠΟΠΕΙΡΑ ΑΠΟΔΡΑΣΕΩΣ ΑΠΟ ΤΑΣ ΦΥΛΑΚΑΣ ΣΥΓΓΡΟΥ (1304, 138, 1516, 189)
price-value: 80 (557, 767, 573, 782)
price-item: Σάπων (342, 736, 384, 752)
price-row (340, 722, 575, 737)
price-value: 2.40 (546, 829, 573, 844)
price-grade: Α (475, 798, 485, 813)
headline: ΤΑ ΠΑΡΑΠΟΝΑ ΚΑΤΑ ΤΟΥ ΤΕΛΩΝΕΙΟΥ ΠΕΙΡΑΙΩΣ (616, 2067, 787, 2095)
ad-title: ΝΙΚΟΛΑΟΣ Α. ΣΩΤΗΡΙΟΥ (393, 1745, 522, 1783)
paragraph: — Εἰς τὸν γελοιώδη ἡ χαρά του ἡ Ὀκταβία θὰ τὴν ἔλεγε, καὶ πῶς δὲν θὰ τὴν ἔδιδε κάτι! (116, 1647, 329, 1698)
article-text: Ἡ ἀρμοδία τοῦ ὑπουργείου τῶν Οἰκονομικῶν ὑπηρεσία εὗρε λίαν δίκαια τὰ παράπονα τῶν ἐμπόρων κατὰ τοῦ Τελωνείου Πειραιῶς διὰ τὴν βραδύτητα μεθ' ἧς γίνεται ὁ ἐκτελωνισμὸς τῶν ἐμπορευμάτων. Ἐν τούτοις τὸ ὑπουργεῖον θὰ λάβῃ μέτρα διὰ τὴν ταχυτέραν διεκπεραίωσιν. (586, 2100, 817, 2255)
article-text: (Ἰδιαίτερον τηλεγρ. τοῦ «Ἐμπρός») ΠΥΡΓΟΣ, 9 Ὀκτωβρίου. — Ἡ ἐκδίωξις τῶν ληστῶν ἐξακολουθεῖ ἐντατικῶς. Χθὲς ἀπόσπασμα ἐπεκάθησε εἰς συμπλοκὴν μετὰ τῆς συμμορίας τοῦ Ἀναγνωστοπούλου. Οὐδεὶς ἐκ τῶν ἀνδρῶν ἐτραυματίσθη. Αἱ ἔρευναι ἐξακολουθοῦσι. (1062, 1271, 1287, 1426)
subheadline: Πιθανὴ αὐτοκτονία (867, 632, 1012, 648)
price-item: Κρασὶ Βουλιῶν ἐκλεκτῆς ποιότητος (342, 859, 473, 890)
headline: ΣΙΔΗΡΟΔΡΟΜΙΚΑΙ ΣΚΗΝΑΙ (862, 1110, 1016, 1145)
headline: Η ΟΥΓΓΡΙΚΗ ΚΡΙΣΙΣ (617, 269, 786, 288)
price-grade: Α (475, 782, 485, 798)
masthead: ΣΚΡΙΠ (693, 69, 847, 97)
price-grade: Β (475, 921, 485, 936)
paragraph: Ἰδοὺ λοιπὸν ἡ ὡραία Δούκισσα εἰς διάπλουν ταξείδιον, αὐτὴν δὲ τὴν φορὰν εὑρίσκετο καὶ χωρὶς τὴν τηλὲν ἐκείνην τῆς συνοδείας ὅπως ἀγαλλιοῦ καὶ δειλοῦ παρεσιοῦ ποιητοῦ, εἰς ταξείδιον τέλος σχεδὸν ἱερόν, καθὼς μετέλειν νὰ συντελέσῃ καὶ εἰς τὴν θεραπείαν τοῦ μοναδικοῦ τέκνου της. (116, 449, 329, 638)
headline: Η ΠΑΡΑΙΤΗΣΙΣ ΤΟΥ ΙΤΑΛΙΚΟΥ ΥΠΟΥΡΓΕΙΟΥ (834, 138, 1044, 167)
headline: ΕΝΑΡΞΙΣ ΠΥΡΚΑΓΙΑΣ (613, 1937, 790, 1956)
headline: ΠΑΡΑΣΗΜΟΦΟΡΙΑ ΠΡΕΣΒΕΥΤΟΥ (625, 774, 779, 808)
article-text: Κατὰ χθεσινὰς εἰδήσεις ἐκ Βερολίνου ὁ ἡγεμὼν τῆς Ἔσσης ἀπένειμε τὸν μεγαλόσταυρον τοῦ Ἁγίου Φιλίππου εἰς τὸν ἐν Βερολίνῳ πρεσβευτὴν μας κ. Ραγκαβῆν ἐπὶ τῇ εὐκαιρίᾳ τῶν γάμων τοῦ πρίγκηπος Ἀνδρέου. (586, 813, 817, 934)
column-ads (340, 133, 575, 2214)
serial-author: υπο ΠΑΥΛΟΥ ΖΟΥΓΚΑ (134, 1263, 311, 1281)
market-outro: κλπ. κλπ. Ἅπαντα εἰς τιμὰς ἀσυναγωνίστους. Πώλησις χονδρικῶς καὶ λιανικῶς. Μεθ' ὑπολήψεως (340, 937, 575, 1005)
price-value: 3.95 (546, 582, 573, 598)
price-value: 1.20 (546, 659, 573, 675)
article-text: ΒΙΕΝΝΗ, 9 Ὀκτωβρίου. — Τοῦ Αὐτοκράτορος ἀπορρίψαντος τὸ ὑποβληθὲν πρόγραμμα τοῦ Λούκας, οὗτος κατέθεσε τὴν ἐντολὴν τοῦ σχηματισμοῦ τοῦ Οὐγγρικοῦ Ὑπουργείου. Ὁ Αὐτοκράτωρ Φραγκίσκος Ἰωσὴφ θὰ μετέβῃ τὴν ἐπιοῦσαν εἰς Βουδαπέστην πρὸς λύσιν τῆς κρίσεως. (Ἐθν. πρακτ.) (586, 397, 817, 570)
article-text: Ἀπὸ ἑνὸς ἤδη μηνὸς ἔχουσι νὰ λάβωσι τὸν μισθόν των ἅπαντες οἱ ὑπάλληλοι τῆς Βουλῆς καθότι ἐξηντλήθη ἡ πίστωσις τοῦ σχετικοῦ κεφαλαίου. Ὅθεν τοῦτο ὁ πρωθυπουργὸς κ. Ράλλης ἐδήλωσεν ὅτι θὰ μεριμνήσῃ ὅπως πληρωθῶσι τὸ ταχύτερον. (586, 1498, 817, 1635)
price-value: 3.15 (546, 867, 573, 883)
paragraph: — Καί θὰ γίνῃ ὁ γάμος ἀμέσως μὲ τὸν ἄνθρωπο καί θὰ καθήσετε εἰς τὸ Καστελλάνι; (116, 1379, 329, 1430)
subheadline: Τὰ ἐργαλεῖα των. — Ἡ ἔξοδος ἀπὸ τῶν δωματίων (1302, 488, 1518, 518)
ad-address: 17—ΟΔΟΣ ΘΕΜΙΣΤΟΚΛΕΟΥΣ—17 (346, 1956, 569, 1988)
article-text: Ἐλλείψει ἐντόνως προεξένησεν εἰς τὴν γραμμὴν τοῦ σιδηροδρόμου Πειραιῶς—Ἀθηνῶν ἡ συμπεριφορὰ ἐπιβάτου τινὸς πρὸς τοὺς ὑπαλλήλους. Ὁ σταθμάρχης ἐζήτησε τὴν ἐπέμβασιν τῆς ἀστυνομίας. (829, 1149, 1050, 1269)
price-value: 1.60 (546, 628, 573, 644)
column-news-1 (586, 133, 817, 2255)
price-grade: Α (475, 752, 485, 767)
price-row (340, 860, 575, 891)
article-text: Χθὲς τὴν νύκτα ὁ Ἀθ. Γαλάκας, συνεπλάκη ἕνεκεν ἀσημάντου ἀφορμῆς μετὰ τοῦ Γ. Κανελλοπούλου, καὶ ἐτραυμάτισεν αὐτὸν διὰ μαχαίρας. Ὁ δράστης συνελήφθη. (1062, 1116, 1287, 1219)
market-title: ΕΜΠΟΡΙΚΑΙ ΕΙΔΟΠΟΙΗΣΕΙΣ (364, 388, 551, 401)
